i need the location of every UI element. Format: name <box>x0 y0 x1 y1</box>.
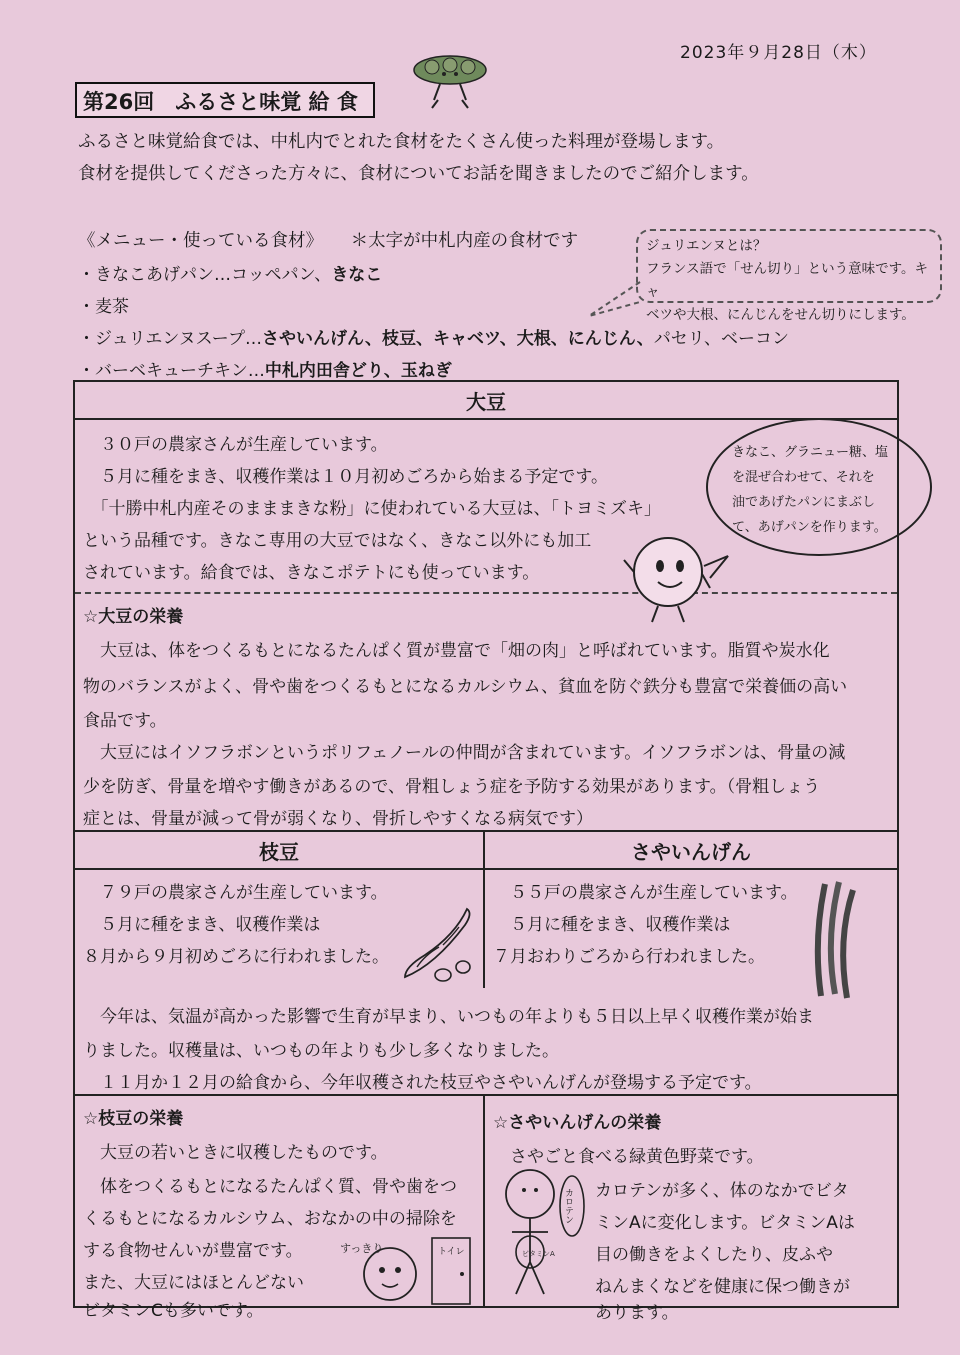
edamame-line: ８月から９月初めごろに行われました。 <box>83 947 389 967</box>
edamame-line: ５月に種をまき、収穫作業は <box>83 915 321 935</box>
soybean-line: 「十勝中札内産そのまままきな粉」に使われている大豆は、「トヨミズキ」 <box>83 499 661 519</box>
edamame-pod-icon <box>395 905 485 990</box>
soybean-line: という品種です。きなこ専用の大豆ではなく、きなこ以外にも加工 <box>83 531 592 551</box>
bubble-tail-icon <box>585 280 645 320</box>
edamame-nutrition-title: ☆枝豆の栄養 <box>83 1109 184 1129</box>
divider <box>483 1094 485 1306</box>
soybean-nutrition-line: 物のバランスがよく、骨や歯をつくるもとになるカルシウム、貧血を防ぐ鉄分も豊富で栄養価の高い <box>83 677 848 697</box>
ingen-nutrition-title: ☆さやいんげんの栄養 <box>493 1113 662 1133</box>
menu-item <box>78 260 382 285</box>
menu-item-bold: さやいんげん、枝豆、キャベツ、大根、にんじん、 <box>261 329 654 349</box>
menu-heading <box>78 227 578 252</box>
issue-date: 2023年９月28日（木） <box>680 43 877 63</box>
toilet-label: トイレ <box>438 1247 465 1257</box>
common-line: 今年は、気温が高かった影響で生育が早まり、いつもの年よりも５日以上早く収穫作業が始ま <box>83 1007 814 1027</box>
menu-item-bold: きなこ <box>331 265 383 285</box>
menu-item-plain: ・ <box>78 297 95 317</box>
edamame-nutrition-line: また、大豆にはほとんどない <box>83 1273 304 1293</box>
divider <box>75 1094 897 1096</box>
dashed-divider <box>75 592 897 594</box>
intro-line: ふるさと味覚給食では、中札内でとれた食材をたくさん使った料理が登場します。 <box>78 132 725 152</box>
ingen-title: さやいんげん <box>631 840 751 864</box>
menu-item-plain: ・バーベキューチキン… <box>78 361 265 381</box>
menu-heading-text: 《メニュー・使っている食材》 <box>78 231 323 251</box>
edamame-nutrition-line: する食物せんいが豊富です。 <box>83 1241 303 1261</box>
ingen-nutrition-line: ねんまくなどを健康に保つ働きが <box>595 1277 850 1297</box>
menu-note: ＊太字が中札内産の食材です <box>350 231 579 251</box>
ingen-nutrition-line: 目の働きをよくしたり、皮ふや <box>595 1245 833 1265</box>
kinako-bread-bubble <box>706 418 932 556</box>
sukkiri-label: すっきり <box>340 1242 384 1255</box>
ingen-nutrition-line: ミンAに変化します。ビタミンAは <box>595 1213 855 1233</box>
soybean-nutrition-line: 少を防ぎ、骨量を増やす働きがあるので、骨粗しょう症を予防する効果があります。（骨粗しょう <box>83 777 821 797</box>
vitamin-figure-icon <box>500 1162 590 1302</box>
menu-item-plain: ・ジュリエンヌスープ… <box>78 329 262 349</box>
common-line: りました。収穫量は、いつもの年よりも少し多くなりました。 <box>83 1041 559 1061</box>
edamame-title: 枝豆 <box>259 840 299 864</box>
ingen-nutrition-line: あります。 <box>595 1303 679 1323</box>
soybean-line: ５月に種をまき、収穫作業は１０月初めごろから始まる予定です。 <box>83 467 608 487</box>
menu-item <box>78 324 789 349</box>
page-title: 第26回 ふるさと味覚 給 食 <box>75 82 375 118</box>
bubble-line: フランス語で「せん切り」という意味です。キャ <box>646 261 929 300</box>
bubble-line: ベツや大根、にんじんをせん切りにします。 <box>646 307 915 323</box>
soybean-title: 大豆 <box>466 390 506 414</box>
menu-item <box>78 356 452 381</box>
soybean-nutrition-title: ☆大豆の栄養 <box>83 607 184 627</box>
menu-item-plain: ・きなこあげパン…コッペパン、 <box>78 265 332 285</box>
bubble-line: 油であげたパンにまぶし <box>732 495 876 510</box>
soybean-nutrition-line: 食品です。 <box>83 711 167 731</box>
bubble-line: ジュリエンヌとは？ <box>646 238 767 254</box>
divider <box>75 868 897 870</box>
ingen-nutrition-line: さやごと食べる緑黄色野菜です。 <box>493 1147 764 1167</box>
divider <box>75 418 897 420</box>
carotene-label: カロテン <box>563 1188 573 1224</box>
divider <box>75 830 897 832</box>
ingen-line: ５５戸の農家さんが生産しています。 <box>493 883 798 903</box>
edamame-nutrition-line: 大豆の若いときに収穫したものです。 <box>83 1143 388 1163</box>
menu-item <box>78 292 129 317</box>
menu-item-rest: 麦茶 <box>95 297 129 317</box>
ingen-nutrition-line: カロテンが多く、体のなかでビタ <box>595 1181 849 1201</box>
ingen-line: ７月おわりごろから行われました。 <box>493 947 765 967</box>
bubble-line: を混ぜ合わせて、それを <box>732 470 875 485</box>
edamame-nutrition-line: ビタミンCも多いです。 <box>83 1301 264 1321</box>
edamame-nutrition-line: くるもとになるカルシウム、おなかの中の掃除を <box>83 1209 457 1229</box>
edamame-nutrition-line: 体をつくるもとになるたんぱく質、骨や歯をつ <box>83 1177 457 1197</box>
soybean-line: されています。給食では、きなこポテトにも使っています。 <box>83 563 540 583</box>
soybean-line: ３０戸の農家さんが生産しています。 <box>83 435 388 455</box>
common-line: １１月か１２月の給食から、今年収穫された枝豆やさやいんげんが登場する予定です。 <box>83 1073 762 1093</box>
bubble-line: て、あげパンを作ります。 <box>732 520 887 535</box>
soybean-nutrition-line: 大豆にはイソフラボンというポリフェノールの仲間が含まれています。イソフラボンは、骨量の減 <box>83 743 846 763</box>
soybean-nutrition-line: 症とは、骨量が減って骨が弱くなり、骨折しやすくなる病気です） <box>83 809 593 829</box>
julienne-note-bubble <box>636 229 942 323</box>
ingen-line: ５月に種をまき、収穫作業は <box>493 915 731 935</box>
soybean-nutrition-line: 大豆は、体をつくるもとになるたんぱく質が豊富で「畑の肉」と呼ばれています。脂質や炭水化 <box>83 641 830 661</box>
bubble-line: きなこ、グラニュー糖、塩 <box>732 445 889 460</box>
intro-line: 食材を提供してくださった方々に、食材についてお話を聞きましたのでご紹介します。 <box>78 164 759 184</box>
green-bean-icon <box>795 880 865 1000</box>
toilet-character-icon <box>340 1232 475 1307</box>
soybean-character-icon <box>618 530 733 625</box>
belly-label: ビタミンA <box>522 1250 555 1258</box>
menu-item-rest: パセリ、ベーコン <box>653 329 789 349</box>
menu-item-bold: 中札内田舎どり、玉ねぎ <box>264 361 452 381</box>
edamame-mascot-icon <box>410 50 490 112</box>
edamame-line: ７９戸の農家さんが生産しています。 <box>83 883 388 903</box>
